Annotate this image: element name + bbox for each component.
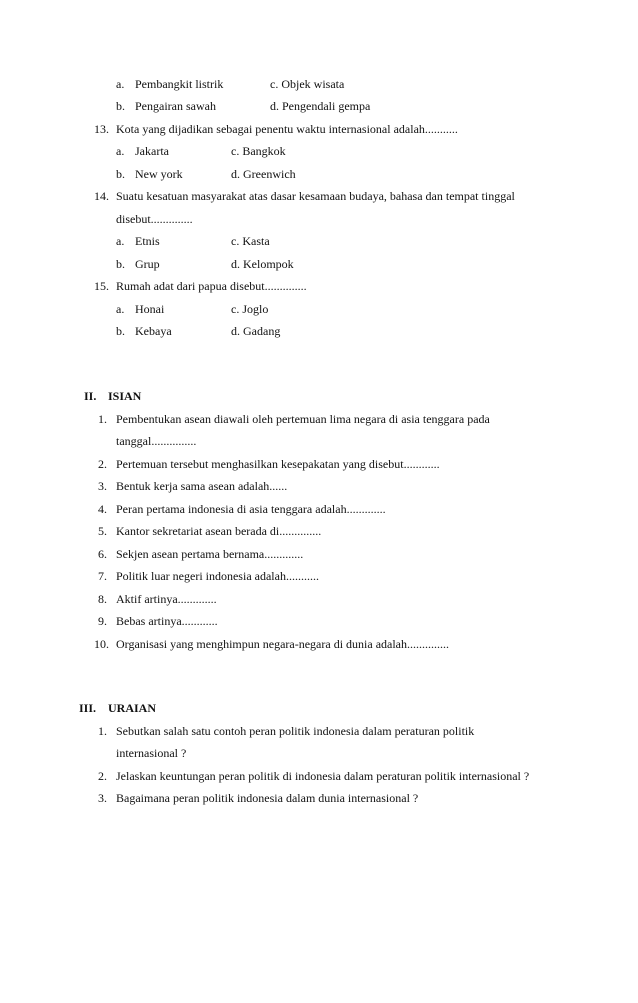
uraian-2-text: Jelaskan keuntungan peran politik di indonesia dalam peraturan politik internasional ?	[116, 769, 530, 783]
q14-option-a: Etnis	[135, 234, 160, 248]
isian-10-text: Organisasi yang menghimpun negara-negara di dunia adalah..............	[116, 637, 450, 651]
isian-7-number: 7.	[98, 569, 107, 583]
uraian-1-number: 1.	[98, 724, 107, 738]
q13-option-b: New york	[135, 167, 183, 181]
section-ii-numeral: II.	[84, 389, 97, 403]
isian-1-text: Pembentukan asean diawali oleh pertemuan lima negara di asia tenggara pada	[116, 412, 490, 426]
isian-2-number: 2.	[98, 457, 107, 471]
isian-1-number: 1.	[98, 412, 107, 426]
isian-6-text: Sekjen asean pertama bernama.............	[116, 547, 304, 561]
q12-option-b-letter: b.	[116, 99, 125, 113]
q12-option-a: Pembangkit listrik	[135, 77, 224, 91]
q14-option-c: c. Kasta	[231, 234, 270, 248]
isian-3-text: Bentuk kerja sama asean adalah......	[116, 479, 288, 493]
section-iii-title: URAIAN	[108, 701, 156, 715]
isian-9-text: Bebas artinya............	[116, 614, 218, 628]
q13-option-a: Jakarta	[135, 144, 169, 158]
q13-option-d: d. Greenwich	[231, 167, 296, 181]
q13-number: 13.	[94, 122, 109, 136]
q12-option-d: d. Pengendali gempa	[270, 99, 371, 113]
uraian-1-text: Sebutkan salah satu contoh peran politik indonesia dalam peraturan politik	[116, 724, 475, 738]
isian-5-text: Kantor sekretariat asean berada di..............	[116, 524, 322, 538]
q15-option-d: d. Gadang	[231, 324, 281, 338]
uraian-3-number: 3.	[98, 791, 107, 805]
uraian-3-text: Bagaimana peran politik indonesia dalam dunia internasional ?	[116, 791, 419, 805]
q13-option-b-letter: b.	[116, 167, 125, 181]
section-iii-numeral: III.	[79, 701, 97, 715]
q13-text: Kota yang dijadikan sebagai penentu waktu internasional adalah...........	[116, 122, 458, 136]
isian-8-number: 8.	[98, 592, 107, 606]
isian-4-number: 4.	[98, 502, 107, 516]
q14-text: Suatu kesatuan masyarakat atas dasar kesamaan budaya, bahasa dan tempat tinggal	[116, 189, 515, 203]
isian-8-text: Aktif artinya.............	[116, 592, 217, 606]
isian-6-number: 6.	[98, 547, 107, 561]
isian-5-number: 5.	[98, 524, 107, 538]
uraian-1-text-continued: internasional ?	[116, 746, 187, 760]
q15-option-c: c. Joglo	[231, 302, 269, 316]
q14-option-a-letter: a.	[116, 234, 125, 248]
section-ii-title: ISIAN	[108, 389, 142, 403]
q13-option-c: c. Bangkok	[231, 144, 286, 158]
q13-option-a-letter: a.	[116, 144, 125, 158]
q14-option-b: Grup	[135, 257, 160, 271]
q15-option-a: Honai	[135, 302, 165, 316]
q15-number: 15.	[94, 279, 109, 293]
q15-text: Rumah adat dari papua disebut..............	[116, 279, 307, 293]
isian-10-number: 10.	[94, 637, 109, 651]
isian-7-text: Politik luar negeri indonesia adalah...........	[116, 569, 319, 583]
uraian-2-number: 2.	[98, 769, 107, 783]
q12-option-b: Pengairan sawah	[135, 99, 216, 113]
q15-option-a-letter: a.	[116, 302, 125, 316]
q14-number: 14.	[94, 189, 109, 203]
q12-option-c: c. Objek wisata	[270, 77, 345, 91]
q14-option-b-letter: b.	[116, 257, 125, 271]
q14-text-continued: disebut..............	[116, 212, 193, 226]
q15-option-b: Kebaya	[135, 324, 172, 338]
isian-2-text: Pertemuan tersebut menghasilkan kesepakatan yang disebut............	[116, 457, 440, 471]
q15-option-b-letter: b.	[116, 324, 125, 338]
isian-1-text-continued: tanggal...............	[116, 434, 197, 448]
q14-option-d: d. Kelompok	[231, 257, 294, 271]
isian-3-number: 3.	[98, 479, 107, 493]
isian-4-text: Peran pertama indonesia di asia tenggara adalah.............	[116, 502, 386, 516]
q12-option-a-letter: a.	[116, 77, 125, 91]
isian-9-number: 9.	[98, 614, 107, 628]
